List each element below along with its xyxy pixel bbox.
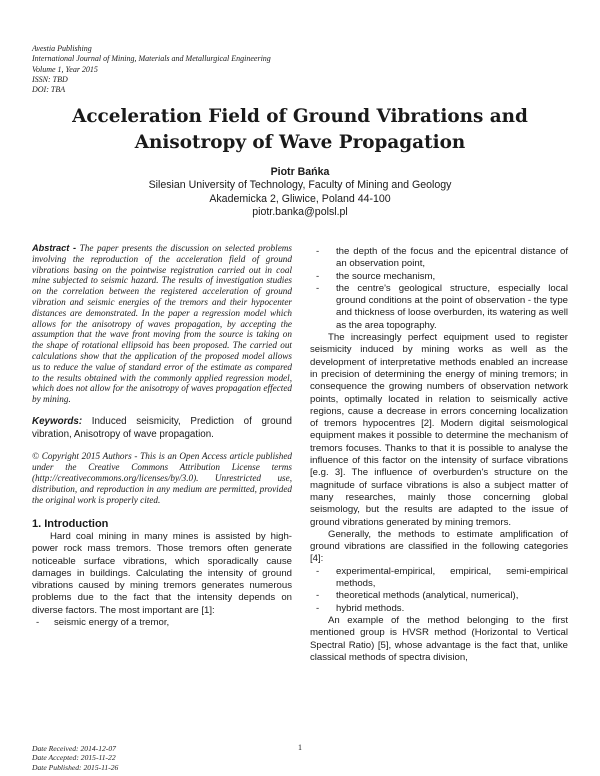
paper-title: Acceleration Field of Ground Vibrations and Anisotropy of Wave Propagation	[72, 106, 528, 153]
author-block	[40, 166, 560, 220]
factor-list	[32, 617, 292, 629]
volume: Volume 1, Year 2015	[32, 64, 98, 74]
author-email[interactable]: piotr.banka@polsl.pl	[252, 206, 348, 219]
copyright-notice: © Copyright 2015 Authors - This is an Open Access article published under the Creative Commons Attribution License terms (http://creativecommons.org/licenses/by/3.0). Unrestricted use, distribution, and reproduction in any medium are permitted, provided the original work is properly cited.	[32, 450, 292, 505]
doi: DOI: TBA	[32, 85, 66, 95]
left-column	[32, 243, 292, 629]
date-received: Date Received: 2014-12-07	[32, 744, 116, 753]
keywords-label: Keywords:	[32, 415, 83, 427]
intro-paragraph-2: The increasingly perfect equipment used to register seismicity induced by mining works as well as the development of interpretative methods enabled an increase in precision of determining the energy of mining tremors; in consequence the growing numbers of observation network points, optimally located in relation to seismically active regions, cause a decrease in errors concerning localization of tremors hypocentres [2]. Modern digital seismological equipment makes it possible to determine the mechanism of tremors focuses. Thanks to that it is possible to analyse the influence of this factor on the intensity of surface vibrations [e.g. 3]. The influence of overburden's structure on the magnitude of surface vibrations is also a subject matter of many researches, mainly those concerning global seismology, but the results are adapted to the issue of ground vibrations generated by mining tremors.	[310, 332, 568, 528]
page-number: 1	[298, 743, 302, 752]
intro-paragraph-3: Generally, the methods to estimate amplification of ground vibrations are classified in the following categories [4]:	[310, 528, 568, 565]
right-column	[310, 246, 568, 664]
author-affiliation: Silesian University of Technology, Faculty of Mining and Geology	[148, 179, 452, 192]
date-published: Date Published: 2015-11-26	[32, 762, 119, 772]
list-item: - the centre's geological structure, especially local ground conditions at the point of observation - the type and thickness of loose overburden, its watering as well as the area topography.	[316, 282, 568, 331]
list-item: - seismic energy of a tremor,	[36, 617, 170, 629]
factor-list-continued	[310, 246, 568, 332]
keywords	[32, 415, 292, 441]
list-item: - hybrid methods.	[316, 602, 405, 614]
list-item: - the depth of the focus and the epicentral distance of an observation point,	[316, 246, 568, 270]
author-name: Piotr Bańka	[270, 166, 330, 178]
date-accepted: Date Accepted: 2015-11-22	[32, 753, 116, 763]
keywords-text: Induced seismicity, Prediction of ground vibration, Anisotropy of wave propagation.	[32, 415, 292, 440]
abstract-label: Abstract -	[32, 243, 77, 253]
date-footer	[32, 744, 118, 772]
author-address: Akademicka 2, Gliwice, Poland 44-100	[209, 192, 391, 205]
method-list	[310, 566, 568, 615]
journal-header	[32, 44, 271, 95]
list-item: - the source mechanism,	[316, 270, 436, 282]
list-item: - experimental-empirical, empirical, semi-empirical methods,	[316, 565, 568, 590]
intro-paragraph-4: An example of the method belonging to the first mentioned group is HVSR method (Horizontal to Vertical Spectral Ratio) [5], whose advantage is the fact that, unlike classical methods of spectra division,	[310, 614, 568, 663]
journal-name: International Journal of Mining, Materials and Metallurgical Engineering	[32, 54, 271, 64]
intro-paragraph-1: Hard coal mining in many mines is assisted by high-power rock mass tremors. Those tremors often generate noticeable surface vibrations, which sporadically cause damages in buildings. Calculating the intensity of ground vibrations caused by mining tremors generates numerous problems due to the fact that the intensity depends on diverse factors. The most important are [1]:	[32, 530, 292, 616]
list-item: - theoretical methods (analytical, numerical),	[316, 590, 519, 602]
publisher: Avestia Publishing	[32, 44, 92, 53]
abstract	[32, 243, 292, 405]
abstract-text: The paper presents the discussion on selected problems involving the reproduction of the acceleration field of ground vibrations basing on the pointwise registration carried out in coal mine subjected to seismic hazard. The results of investigation studies on the correlation between the registered acceleration of ground vibration and seismic energies of the tremors and their hypocenter distances are demonstrated. In the paper a regression model which allows for the anisotropy of waves propagation, by accepting the assumption that the wave front moving from the source is taking on the shape of rotational ellipsoid has been proposed. The carried out calculations show that the application of the proposed model allows us to reduce the value of standard error of the estimate as compared to the results obtained with the commonly applied regression model, which does not allow for the anisotropy of waves propagation effected by mining.	[32, 243, 292, 405]
issn: ISSN: TBD	[32, 74, 68, 84]
section-heading-introduction: 1. Introduction	[32, 517, 109, 530]
